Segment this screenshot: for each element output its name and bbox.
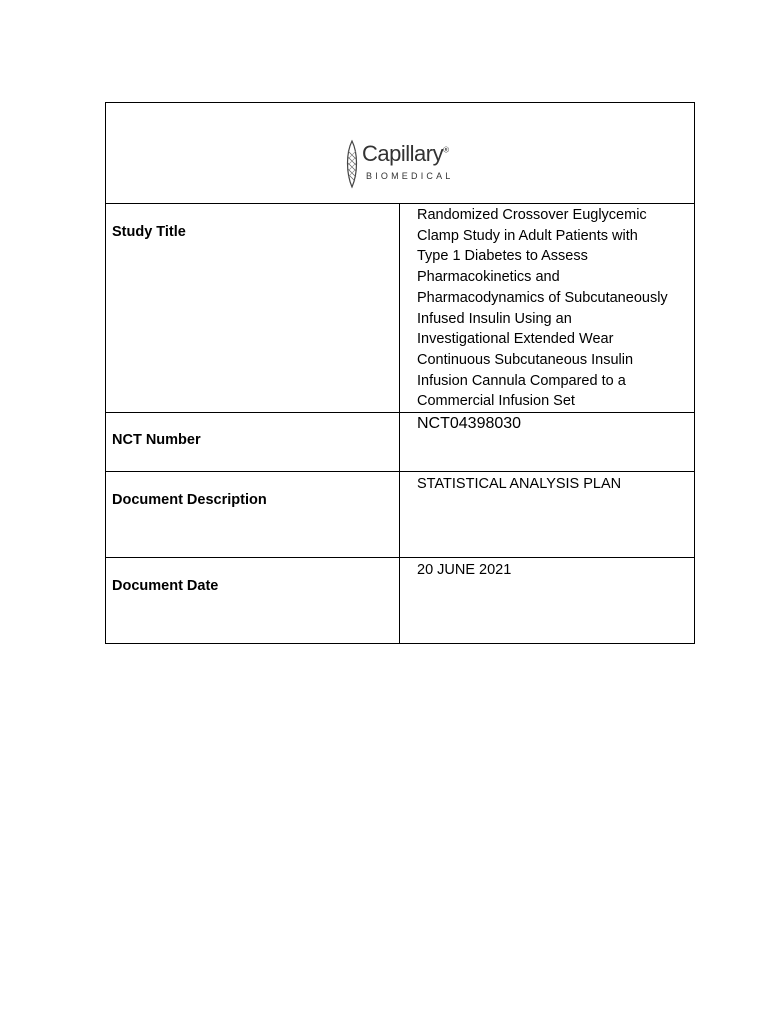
nct-number-row (106, 413, 694, 472)
study-title-line: Infusion Cannula Compared to a (417, 372, 626, 389)
study-title-label: Study Title (112, 224, 186, 240)
document-description-label: Document Description (112, 492, 267, 508)
document-date-value: 20 JUNE 2021 (417, 562, 512, 578)
study-title-line: Type 1 Diabetes to Assess (417, 248, 588, 265)
logo-row (106, 103, 694, 204)
logo-wordmark: Capillary® (362, 141, 449, 166)
study-title-line: Commercial Infusion Set (417, 393, 575, 410)
study-title-value (417, 205, 697, 412)
study-title-line: Clamp Study in Adult Patients with (417, 227, 638, 244)
study-title-line: Pharmacodynamics of Subcutaneously (417, 289, 668, 306)
study-title-line: Randomized Crossover Euglycemic (417, 207, 647, 223)
cannula-leaf-icon (344, 139, 360, 189)
capillary-biomedical-logo (344, 137, 464, 189)
study-title-line: Investigational Extended Wear (417, 331, 614, 348)
document-date-label: Document Date (112, 578, 219, 594)
nct-number-label: NCT Number (112, 432, 201, 448)
logo-subtitle: BIOMEDICAL (366, 171, 454, 181)
study-title-line: Infused Insulin Using an (417, 310, 572, 327)
study-title-line: Pharmacokinetics and (417, 269, 560, 286)
document-description-row (106, 472, 694, 558)
document-description-value: STATISTICAL ANALYSIS PLAN (417, 476, 622, 492)
study-title-line: Continuous Subcutaneous Insulin (417, 351, 634, 368)
document-date-row (106, 558, 694, 643)
nct-number-value: NCT04398030 (417, 415, 522, 432)
cover-table (105, 102, 695, 644)
study-title-row (106, 203, 694, 413)
